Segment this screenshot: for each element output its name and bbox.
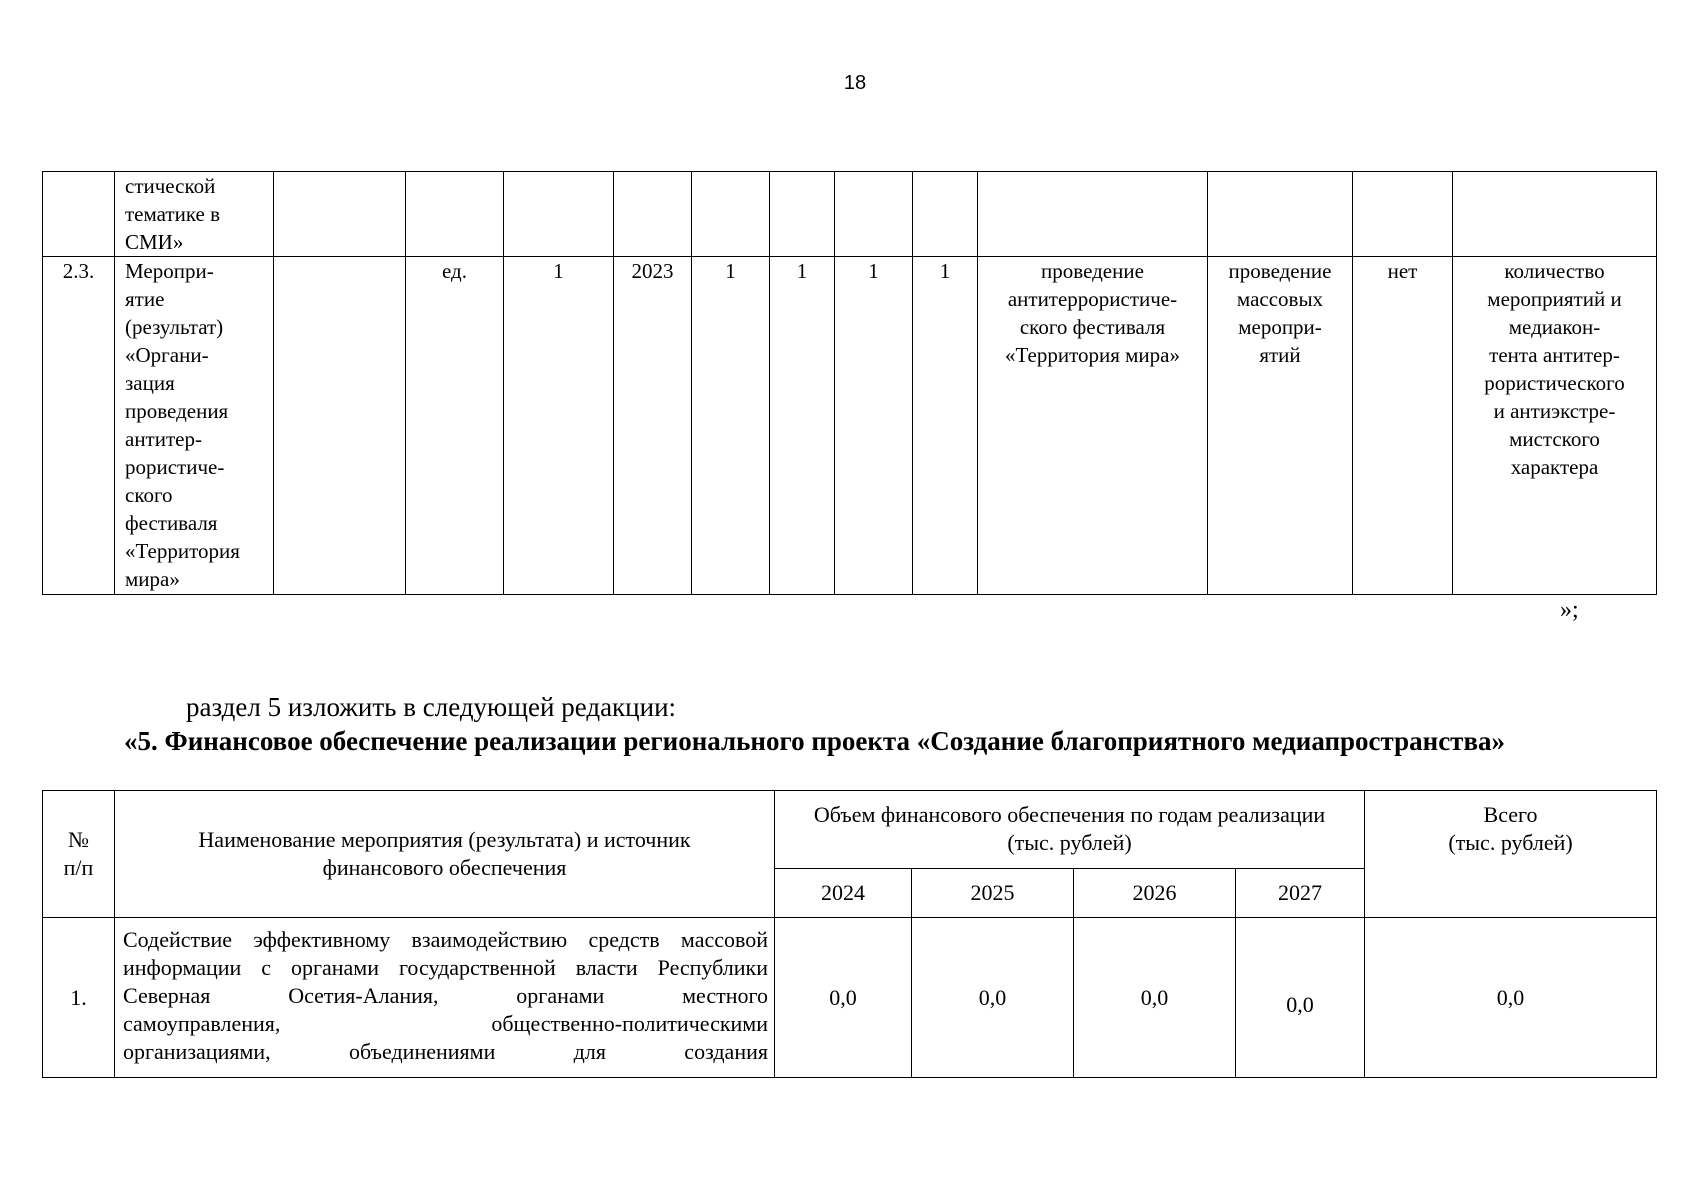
total-cell: 0,0 xyxy=(1365,918,1657,1078)
year-header: 2026 xyxy=(1074,869,1236,918)
value-cell: 1 xyxy=(913,257,978,595)
unit-cell: ед. xyxy=(406,257,504,595)
row-number: 1. xyxy=(43,918,115,1078)
text-line: характера xyxy=(1510,455,1599,479)
measure-name-cell xyxy=(115,257,274,595)
text-line: проведение xyxy=(1041,259,1144,283)
text-line: Наименование мероприятия (результата) и источник xyxy=(198,827,691,852)
text-line: рористического xyxy=(1484,371,1625,395)
text-line: количество xyxy=(1504,259,1605,283)
text-line: ского фестиваля xyxy=(1019,315,1166,339)
text-line: (тыс. рублей) xyxy=(1007,830,1132,855)
text-line: мистского xyxy=(1509,427,1600,451)
text-line: «Территория xyxy=(125,539,240,563)
text-line: (тыс. рублей) xyxy=(1448,830,1573,855)
measure-name-cell xyxy=(115,172,274,257)
text-line: меропри- xyxy=(1238,315,1322,339)
financing-table xyxy=(42,790,1657,1078)
text-line: проведение xyxy=(1228,259,1332,283)
col-number-header xyxy=(43,791,115,918)
text-line: антитеррористиче- xyxy=(1007,287,1178,311)
text-line: организациями, объединениями для создания xyxy=(123,1039,768,1064)
text-line: тематике в xyxy=(125,202,221,226)
col-name-header xyxy=(115,791,775,918)
year-header: 2025 xyxy=(912,869,1074,918)
text-line: ского xyxy=(125,483,173,507)
text-line: ятие xyxy=(125,287,165,311)
text-line: антитер- xyxy=(125,427,202,451)
table-row xyxy=(43,172,1657,257)
value-cell: 1 xyxy=(770,257,835,595)
intro-text: раздел 5 изложить в следующей редакции: xyxy=(186,692,677,722)
type-cell xyxy=(1208,257,1353,595)
text-line: «Органи- xyxy=(125,343,209,367)
value-cell: 0,0 xyxy=(1236,918,1365,1078)
col-volume-header xyxy=(775,791,1365,869)
text-line: Северная Осетия-Алания, органами местного xyxy=(123,983,768,1008)
text-line: медиакон- xyxy=(1508,315,1601,339)
text-line: массовых xyxy=(1236,287,1324,311)
section-heading: «5. Финансовое обеспечение реализации регионального проекта «Создание благоприятного медиапространства» xyxy=(124,726,1506,756)
text-line: ятий xyxy=(1259,343,1301,367)
text-line: тента антитер- xyxy=(1489,343,1620,367)
text-line: Содействие эффективному взаимодействию средств массовой xyxy=(123,927,768,952)
text-line: финансового обеспечения xyxy=(322,855,567,880)
row-number: 2.3. xyxy=(43,257,115,595)
text-line: рористиче- xyxy=(125,455,225,479)
characteristic-cell xyxy=(978,257,1208,595)
text-line: фестиваля xyxy=(125,511,218,535)
base-year-cell: 2023 xyxy=(614,257,692,595)
table-header-row xyxy=(43,791,1657,869)
text-line: и антиэкстре- xyxy=(1493,399,1616,423)
text-line: стической xyxy=(125,174,216,198)
table-row xyxy=(43,918,1657,1078)
text-line: Меропри- xyxy=(125,259,214,283)
year-header: 2027 xyxy=(1236,869,1365,918)
text-line: № xyxy=(68,827,89,852)
year-header: 2024 xyxy=(775,869,912,918)
flag-cell: нет xyxy=(1353,257,1453,595)
text-line: (результат) xyxy=(125,315,224,339)
text-line: п/п xyxy=(63,855,94,880)
text-line: СМИ» xyxy=(125,230,184,254)
col-total-header xyxy=(1365,791,1657,918)
value-cell: 0,0 xyxy=(912,918,1074,1078)
table-row xyxy=(43,257,1657,595)
text-line: самоуправления, общественно-политическими xyxy=(123,1011,768,1036)
text-line: Всего xyxy=(1483,802,1538,827)
value-cell: 0,0 xyxy=(1074,918,1236,1078)
value-cell: 1 xyxy=(692,257,770,595)
value-cell: 0,0 xyxy=(775,918,912,1078)
text-line: информации с органами государственной власти Республики xyxy=(123,955,768,980)
measure-name-cell xyxy=(115,918,775,1078)
text-line: Объем финансового обеспечения по годам реализации xyxy=(813,802,1326,827)
indicators-table xyxy=(42,171,1657,595)
text-line: «Территория мира» xyxy=(1005,343,1180,367)
indicator-cell xyxy=(1453,257,1657,595)
text-line: зация xyxy=(125,371,175,395)
value-cell: 1 xyxy=(835,257,913,595)
text-line: мира» xyxy=(125,567,180,591)
closing-mark: »; xyxy=(1560,597,1579,623)
base-value-cell: 1 xyxy=(504,257,614,595)
text-line: мероприятий и xyxy=(1487,287,1622,311)
text-line: проведения xyxy=(125,399,229,423)
page-number: 18 xyxy=(843,72,867,94)
